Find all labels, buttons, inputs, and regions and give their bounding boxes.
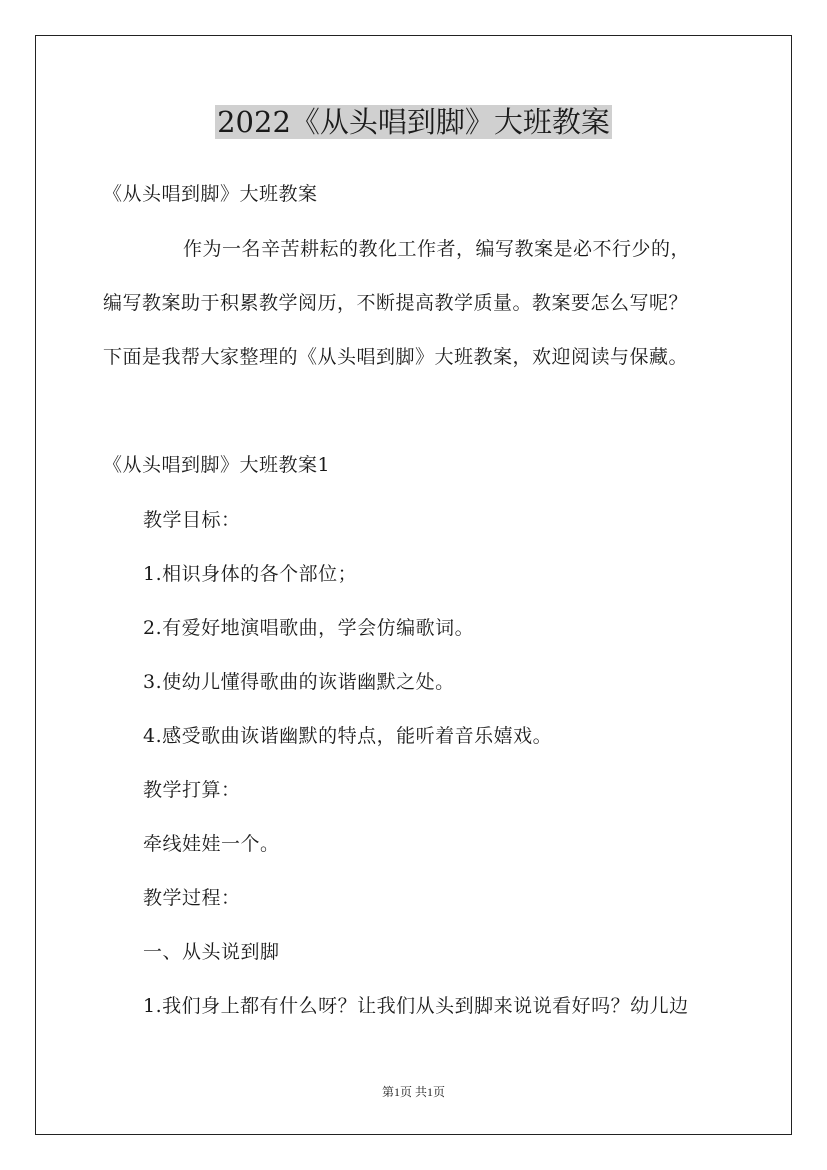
section-heading: 《从头唱到脚》大班教案1 — [103, 454, 331, 476]
body-line: 牵线娃娃一个。 — [143, 833, 280, 855]
document-title — [0, 102, 827, 142]
intro-paragraph-line: 编写教案助于积累教学阅历，不断提高教学质量。教案要怎么写呢？ — [103, 292, 689, 314]
document-title-text: 2022《从头唱到脚》大班教案 — [217, 105, 610, 139]
body-line: 教学目标： — [143, 509, 241, 531]
body-line: 教学过程： — [143, 887, 241, 909]
intro-paragraph-line: 作为一名辛苦耕耘的教化工作者，编写教案是必不行少的， — [183, 238, 691, 260]
intro-paragraph-line: 下面是我帮大家整理的《从头唱到脚》大班教案，欢迎阅读与保藏。 — [103, 346, 689, 368]
body-line: 一、从头说到脚 — [143, 941, 280, 963]
page-footer: 第1页 共1页 — [381, 1085, 445, 1099]
body-line: 4.感受歌曲诙谐幽默的特点，能听着音乐嬉戏。 — [143, 725, 553, 747]
document-subtitle: 《从头唱到脚》大班教案 — [103, 183, 318, 205]
body-line: 教学打算： — [143, 779, 241, 801]
body-line: 3.使幼儿懂得歌曲的诙谐幽默之处。 — [143, 671, 455, 693]
body-line: 1.相识身体的各个部位； — [143, 563, 358, 585]
body-line: 2.有爱好地演唱歌曲，学会仿编歌词。 — [143, 617, 475, 639]
body-line: 1.我们身上都有什么呀？让我们从头到脚来说说看好吗？幼儿边 — [143, 995, 689, 1017]
